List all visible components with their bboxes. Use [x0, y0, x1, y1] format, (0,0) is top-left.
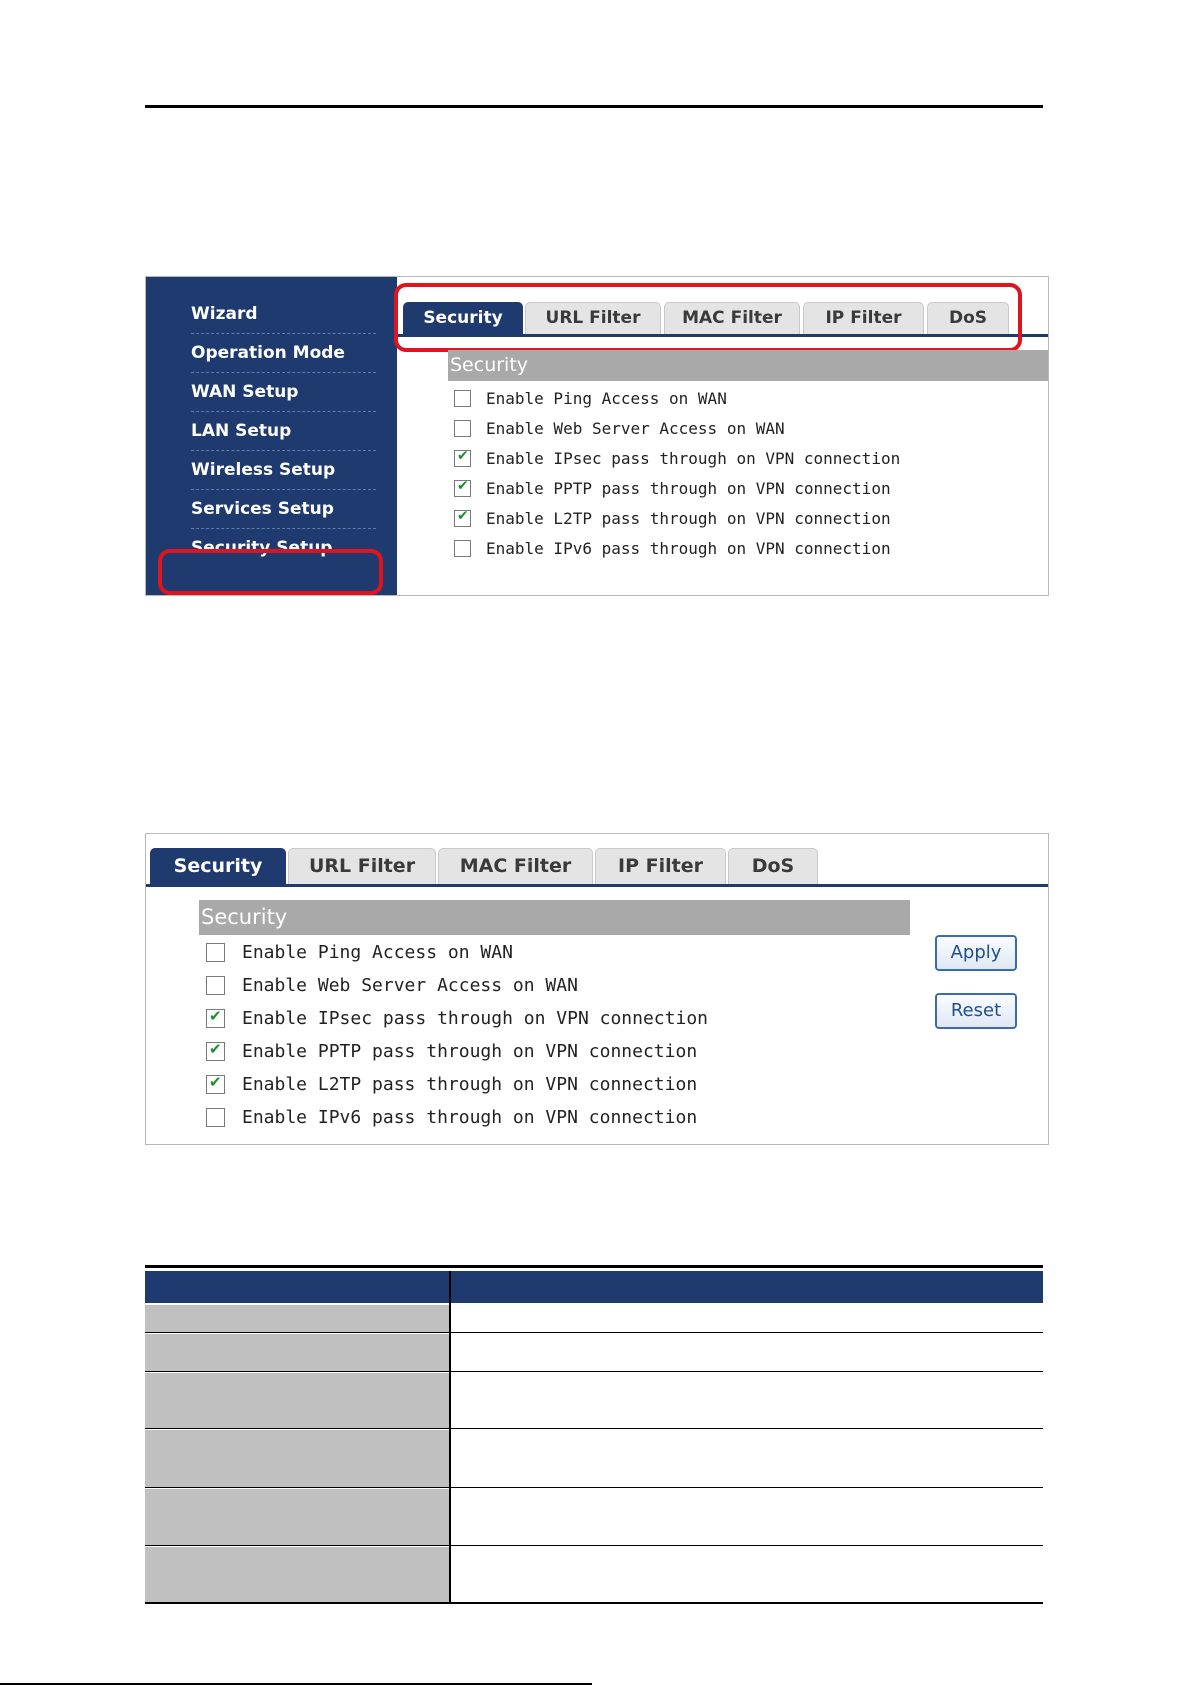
security-settings-screenshot	[145, 833, 1049, 1145]
tab-mac-filter[interactable]: MAC Filter	[438, 848, 593, 884]
tab-security[interactable]: Security	[150, 848, 286, 884]
reset-button[interactable]: Reset	[935, 993, 1017, 1029]
table-row-1-label-cell	[145, 1305, 449, 1332]
tab-url-filter[interactable]: URL Filter	[288, 848, 436, 884]
table-row-6-label-cell	[145, 1547, 449, 1602]
sidebar-item-lan-setup[interactable]: LAN Setup	[191, 413, 376, 451]
table-top-rule	[145, 1265, 1043, 1268]
checkmark-icon: ✔	[457, 508, 469, 524]
table-row-divider	[145, 1332, 1043, 1333]
table-row-4-label-cell	[145, 1430, 449, 1487]
highlight-tabs	[394, 283, 1022, 352]
sidebar-item-wizard[interactable]: Wizard	[191, 296, 376, 334]
sidebar-item-wireless-setup[interactable]: Wireless Setup	[191, 452, 376, 490]
table-row-divider	[145, 1371, 1043, 1372]
option-label: Enable Ping Access on WAN	[486, 389, 727, 408]
apply-button[interactable]: Apply	[935, 935, 1017, 971]
checkmark-icon: ✔	[457, 478, 469, 494]
option-label: Enable Ping Access on WAN	[242, 942, 513, 963]
section-title: Security	[199, 900, 910, 935]
table-bottom-rule	[145, 1602, 1043, 1604]
sidebar-item-wan-setup[interactable]: WAN Setup	[191, 374, 376, 412]
checkbox-icon[interactable]	[454, 450, 471, 467]
option-label: Enable PPTP pass through on VPN connection	[242, 1041, 698, 1062]
tab-dos[interactable]: DoS	[927, 302, 1009, 334]
sidebar-item-services-setup[interactable]: Services Setup	[191, 491, 376, 529]
option-label: Enable PPTP pass through on VPN connection	[486, 479, 891, 498]
option-label: Enable L2TP pass through on VPN connection	[486, 509, 891, 528]
table-row-5-label-cell	[145, 1489, 449, 1545]
checkbox-icon[interactable]	[206, 1075, 225, 1094]
checkmark-icon: ✔	[209, 1007, 222, 1025]
checkbox-icon[interactable]	[454, 420, 471, 437]
table-row-2-label-cell	[145, 1334, 449, 1371]
tab-security[interactable]: Security	[403, 302, 523, 334]
checkbox-icon[interactable]	[206, 1108, 225, 1127]
table-row-3-label-cell	[145, 1373, 449, 1428]
tab-url-filter[interactable]: URL Filter	[525, 302, 661, 334]
tab-ip-filter[interactable]: IP Filter	[595, 848, 726, 884]
tab-underline	[146, 884, 1048, 887]
checkbox-icon[interactable]	[454, 390, 471, 407]
tab-dos[interactable]: DoS	[728, 848, 818, 884]
checkmark-icon: ✔	[209, 1073, 222, 1091]
table-row-divider	[145, 1545, 1043, 1546]
section-title: Security	[448, 350, 1049, 381]
checkbox-icon[interactable]	[206, 1042, 225, 1061]
checkmark-icon: ✔	[457, 448, 469, 464]
tab-mac-filter[interactable]: MAC Filter	[664, 302, 800, 334]
highlight-security-setup	[158, 549, 383, 595]
option-label: Enable Web Server Access on WAN	[242, 975, 578, 996]
table-row-divider	[145, 1487, 1043, 1488]
checkmark-icon: ✔	[209, 1040, 222, 1058]
checkbox-icon[interactable]	[206, 976, 225, 995]
option-label: Enable IPsec pass through on VPN connection	[486, 449, 901, 468]
sidebar-item-security-setup[interactable]: Security Setup	[191, 538, 333, 558]
sidebar-item-operation-mode[interactable]: Operation Mode	[191, 335, 376, 373]
checkbox-icon[interactable]	[206, 1009, 225, 1028]
checkbox-icon[interactable]	[206, 943, 225, 962]
tab-bar	[146, 848, 1048, 884]
header-rule	[145, 105, 1043, 108]
table-row-divider	[145, 1428, 1043, 1429]
option-label: Enable Web Server Access on WAN	[486, 419, 785, 438]
checkbox-icon[interactable]	[454, 540, 471, 557]
option-label: Enable L2TP pass through on VPN connection	[242, 1074, 698, 1095]
checkbox-icon[interactable]	[454, 510, 471, 527]
table-header-left	[145, 1271, 449, 1303]
option-label: Enable IPsec pass through on VPN connection	[242, 1008, 708, 1029]
table-column-divider	[449, 1271, 451, 1602]
checkbox-icon[interactable]	[454, 480, 471, 497]
table-header-right	[451, 1271, 1043, 1303]
option-label: Enable IPv6 pass through on VPN connection	[242, 1107, 698, 1128]
tab-ip-filter[interactable]: IP Filter	[803, 302, 924, 334]
security-setup-screenshot	[145, 276, 1049, 596]
option-label: Enable IPv6 pass through on VPN connection	[486, 539, 891, 558]
